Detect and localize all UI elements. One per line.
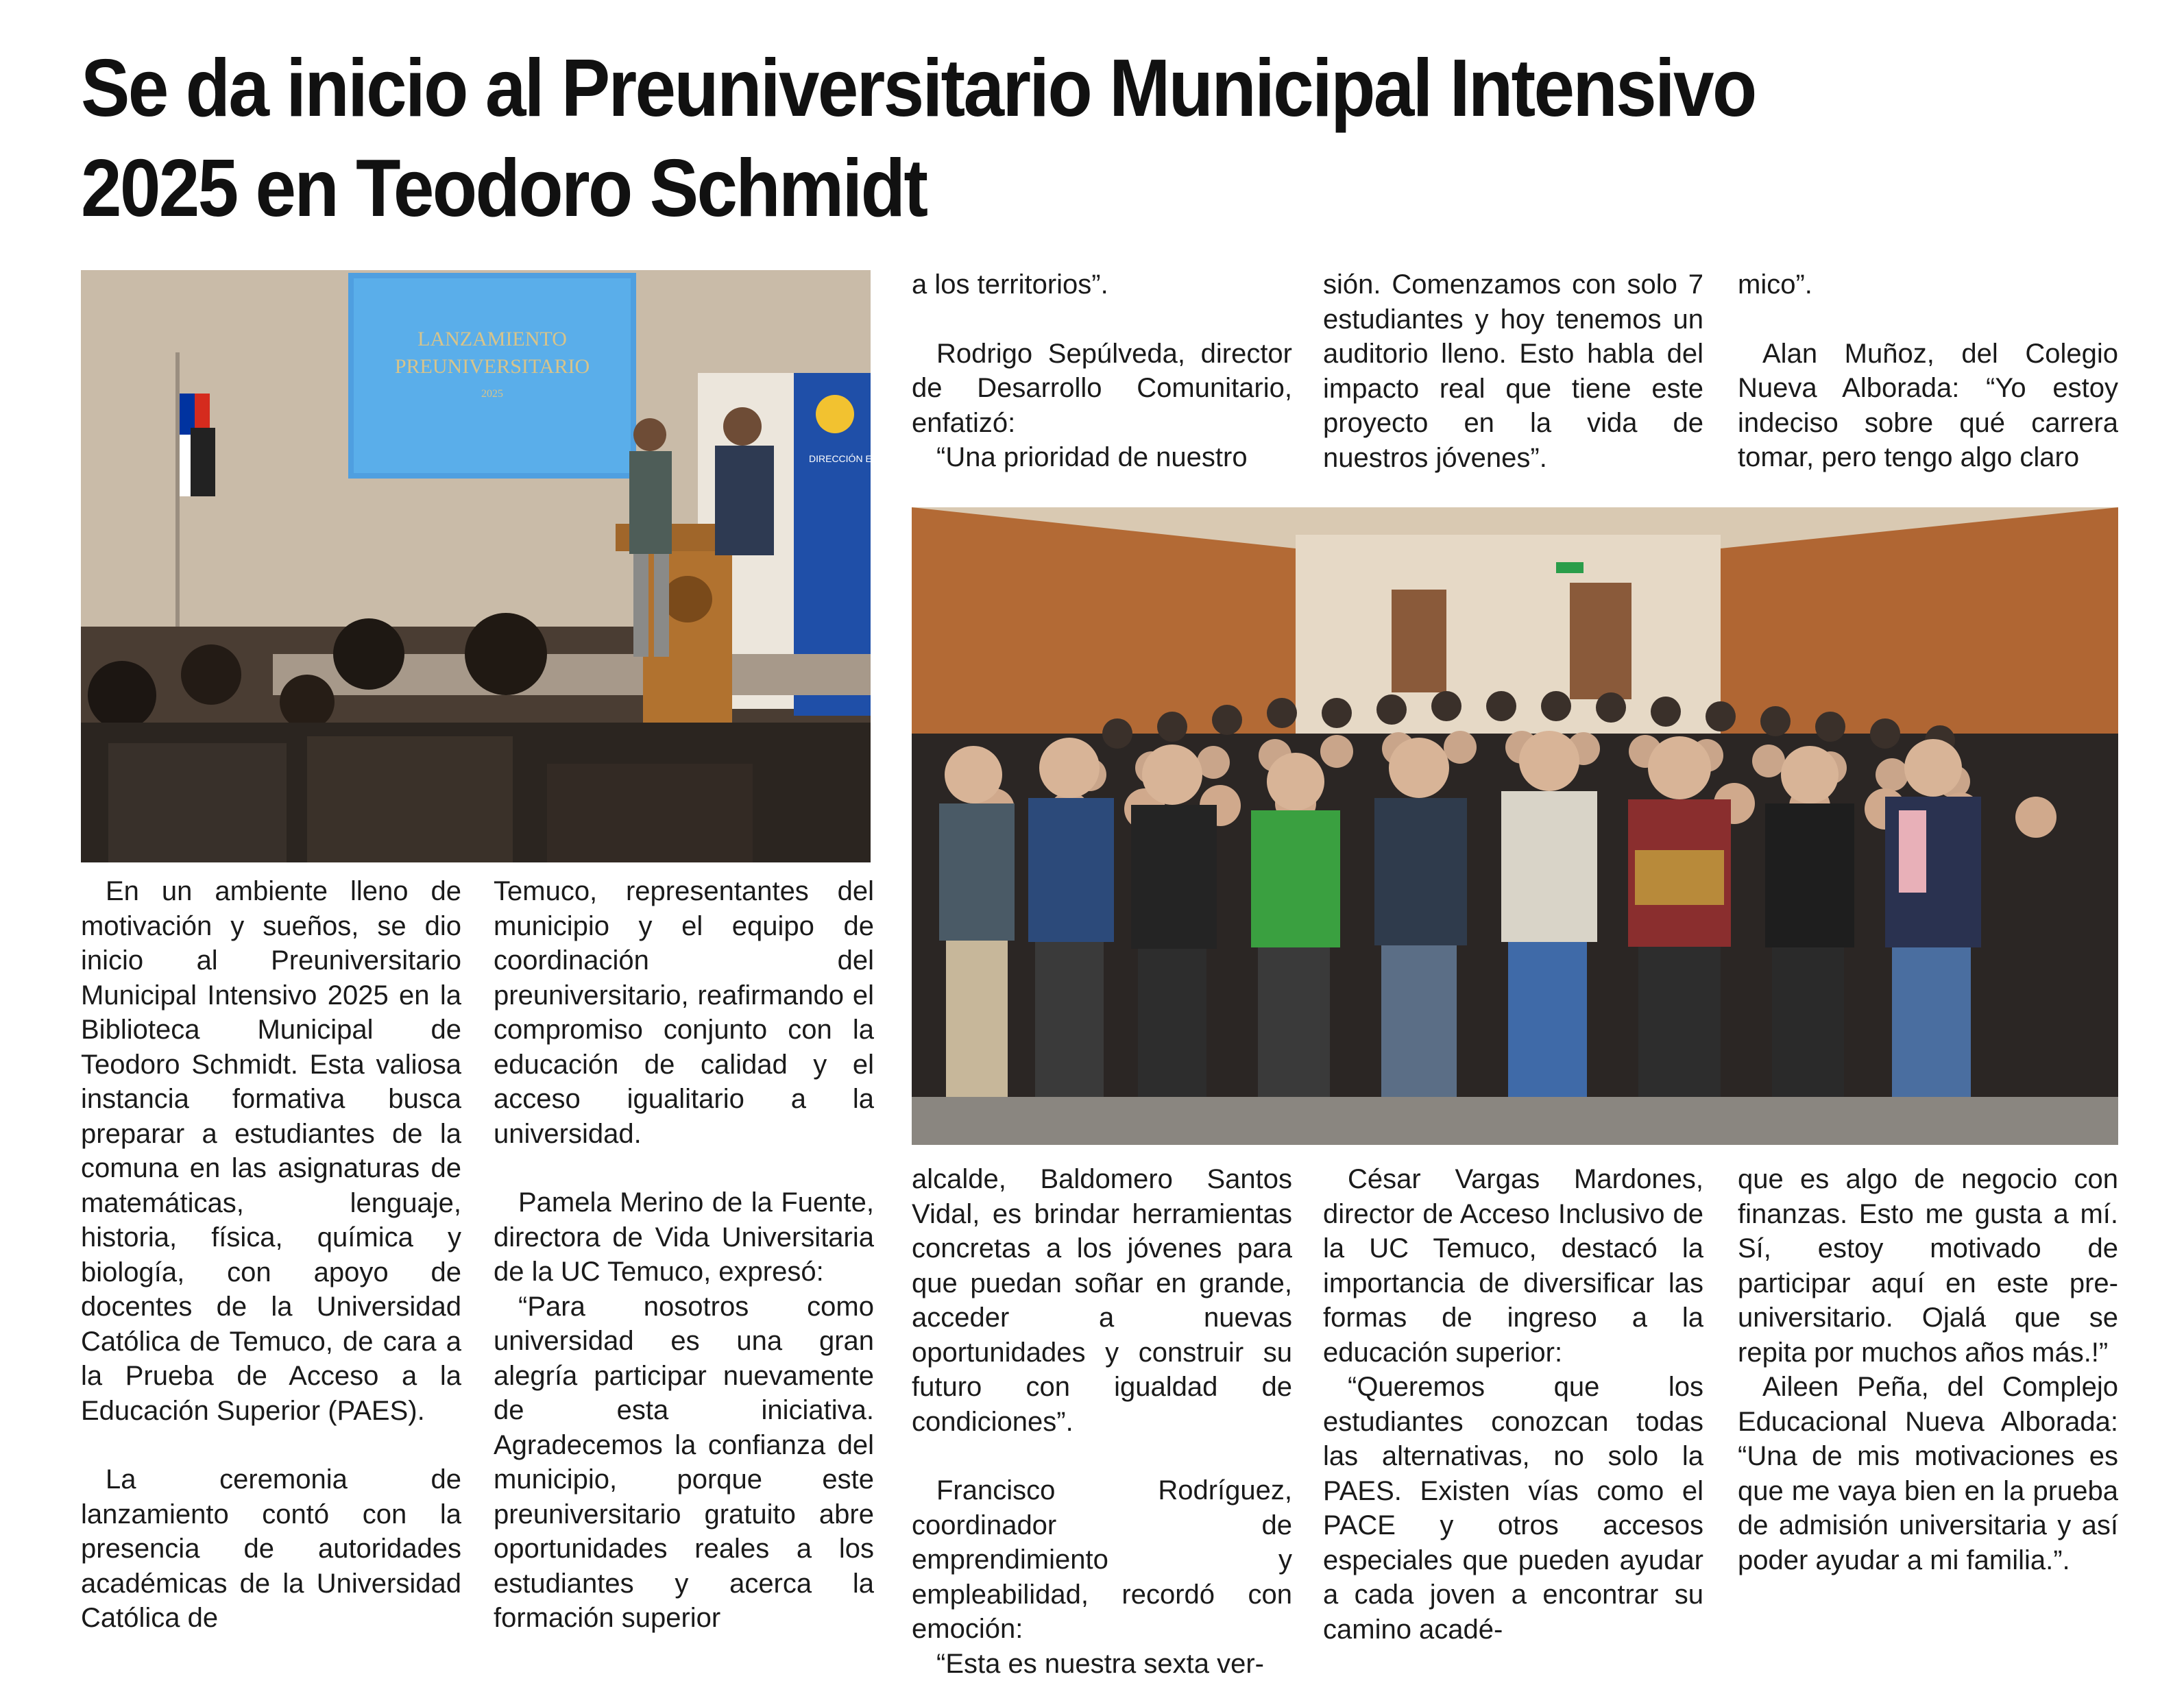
paragraph: “Esta es nuestra sexta ver- [912, 1647, 1292, 1681]
paragraph: “Una prioridad de nuestro [912, 440, 1292, 475]
article-title: Se da inicio al Preuniversitario Municipal Intensivo 2025 en Teodoro Schmidt [81, 38, 1870, 239]
paragraph: sión. Comenzamos con solo 7 estudiantes y hoy tenemos un auditorio lleno. Esto habla del impacto real que tiene este proyecto en la vida de nuestros jóvenes”. [1323, 267, 1703, 475]
paragraph: Aileen Peña, del Complejo Educacional Nueva Alborada: “Una de mis motivaciones es que me vaya bien en la prueba de admisión universitaria y así poder ayudar a mi familia.”. [1738, 1370, 2118, 1577]
paragraph: Temuco, representantes del municipio y el equipo de coordinación del preuniversitario, reafirmando el compromiso conjunto con la educación de calidad y el acceso igualitario a la universidad. [494, 874, 874, 1151]
photo-auditorium-group [912, 507, 2118, 1145]
paragraph: La ceremonia de lanzamiento contó con la presencia de autoridades académicas de la Universidad Católica de [81, 1462, 461, 1636]
paragraph: que es algo de negocio con finanzas. Esto me gusta a mí. Sí, estoy motivado de participar aquí en este pre-universitario. Ojalá que se repita por muchos años más.!” [1738, 1162, 2118, 1370]
paragraph: En un ambiente lleno de motivación y sueños, se dio inicio al Preuniversitario Municipal Intensivo 2025 en la Biblioteca Municipal de Teodoro Schmidt. Esta valiosa instancia formativa busca preparar a estudiantes de la comuna en las asignaturas de matemáticas, lenguaje, historia, física, química y biología, con apoyo de docentes de la Universidad Católica de Temuco, de cara a la Prueba de Acceso a la Educación Superior (PAES). [81, 874, 461, 1428]
paragraph: “Queremos que los estudiantes conozcan todas las alternativas, no solo la PAES. Existen vías como el PACE y otros accesos especiales que pueden ayudar a cada joven a encontrar su camino acadé- [1323, 1370, 1703, 1647]
paragraph: Francisco Rodríguez, coordinador de emprendimiento y empleabilidad, recordó con emoción: [912, 1473, 1292, 1647]
column-2 [494, 874, 874, 1636]
column-4-bottom [1323, 1162, 1703, 1647]
column-1 [81, 874, 461, 1636]
screen-line-2: PREUNIVERSITARIO [395, 355, 590, 378]
column-5-top [1738, 267, 2118, 475]
paragraph: Pamela Merino de la Fuente, directora de Vida Universitaria de la UC Temuco, expresó: [494, 1185, 874, 1290]
screen-line-1: LANZAMIENTO [417, 328, 567, 350]
screen-line-3: 2025 [481, 388, 503, 400]
paragraph: “Para nosotros como universidad es una gran alegría participar nuevamente de esta iniciativa. Agradecemos la confianza del municipio, porque este preuniversitario gratuito abre oportunidades reales a los estudiantes y acerca la formación superior [494, 1290, 874, 1636]
column-3-top [912, 267, 1292, 475]
paragraph: a los territorios”. [912, 267, 1292, 302]
photo-launch-ceremony [81, 270, 871, 862]
paragraph: César Vargas Mardones, director de Acceso Inclusivo de la UC Temuco, destacó la importancia de diversificar las formas de ingreso a la educación superior: [1323, 1162, 1703, 1370]
paragraph: alcalde, Baldomero Santos Vidal, es brindar herramientas concretas a los jóvenes para que puedan soñar en grande, acceder a nuevas oportunidades y construir su futuro con igualdad de condiciones”. [912, 1162, 1292, 1439]
column-4-top [1323, 267, 1703, 475]
column-5-bottom [1738, 1162, 2118, 1577]
paragraph: Rodrigo Sepúlveda, director de Desarrollo Comunitario, enfatizó: [912, 337, 1292, 441]
banner-text: DIRECCIÓN ESTU [809, 453, 891, 464]
paragraph: Alan Muñoz, del Colegio Nueva Alborada: “Yo estoy indeciso sobre qué carrera tomar, pero tengo algo claro [1738, 337, 2118, 475]
paragraph: mico”. [1738, 267, 2118, 302]
column-3-bottom [912, 1162, 1292, 1681]
